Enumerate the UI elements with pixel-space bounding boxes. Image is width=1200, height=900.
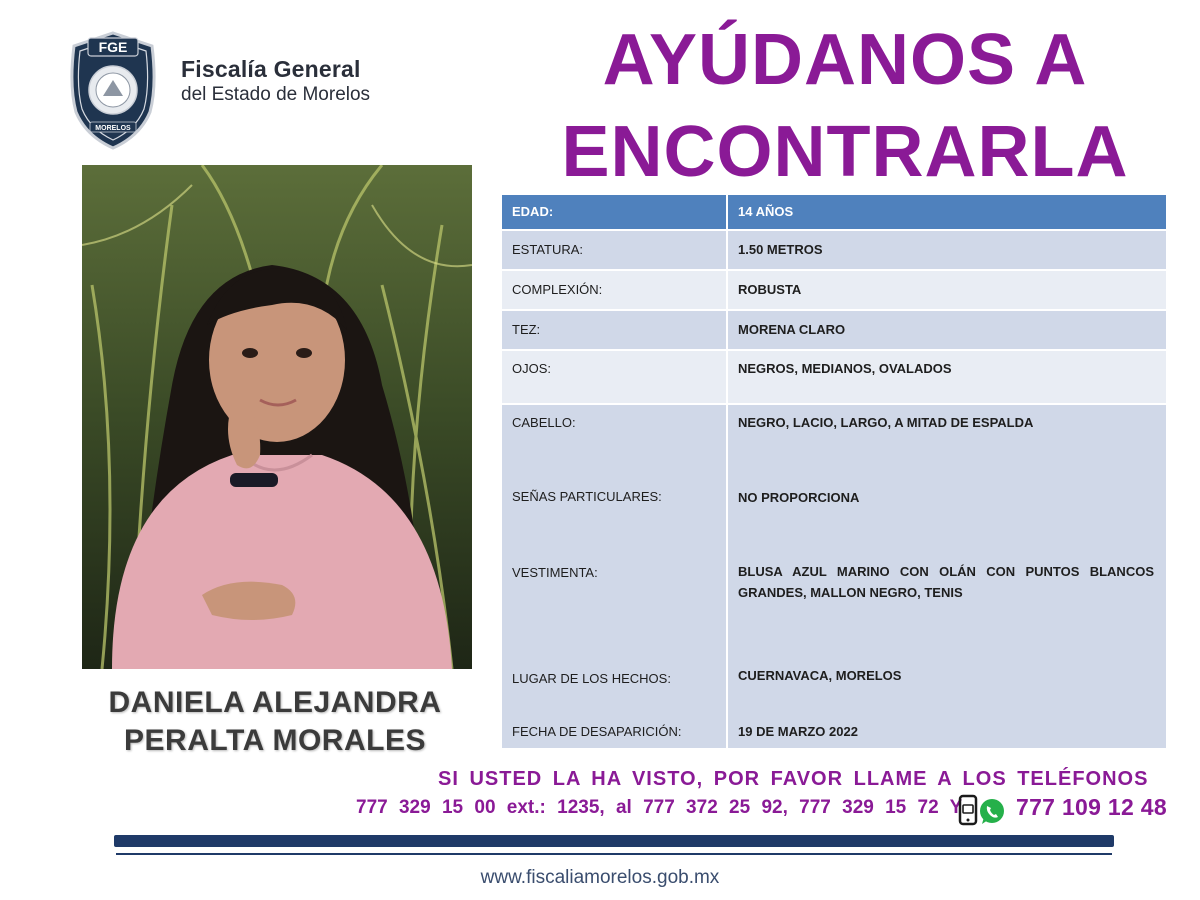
value-lugar: CUERNAVACA, MORELOS (738, 668, 902, 683)
badge-bottom-text: MORELOS (95, 125, 131, 132)
fge-badge-logo (66, 30, 160, 150)
person-name-line1: DANIELA ALEJANDRA (108, 686, 442, 719)
whatsapp-phone-number[interactable]: 777 109 12 48 (1016, 794, 1167, 820)
row-estatura (502, 231, 1166, 269)
value-cabello: NEGRO, LACIO, LARGO, A MITAD DE ESPALDA (738, 415, 1034, 430)
contact-icons (957, 794, 1007, 826)
value-estatura: 1.50 METROS (728, 231, 1166, 269)
value-senas: NO PROPORCIONA (738, 490, 860, 505)
row-complexion (502, 271, 1166, 309)
label-ojos: OJOS: (502, 351, 728, 403)
row-tez (502, 311, 1166, 349)
label-estatura: ESTATURA: (502, 231, 728, 269)
row-ojos (502, 351, 1166, 403)
contact-instructions: SI USTED LA HA VISTO, POR FAVOR LLAME A LOS TELÉFONOS (438, 768, 1149, 790)
label-vestimenta: VESTIMENTA: (512, 565, 598, 580)
footer-divider-thin (116, 853, 1112, 855)
label-complexion: COMPLEXIÓN: (502, 271, 728, 309)
label-senas: SEÑAS PARTICULARES: (512, 489, 662, 504)
value-fecha: 19 DE MARZO 2022 (738, 724, 858, 739)
org-subtitle: del Estado de Morelos (181, 84, 371, 105)
details-table (502, 195, 1166, 748)
whatsapp-icon (980, 799, 1004, 824)
contact-phone-numbers: 777 329 15 00 ext.: 1235, al 777 372 25 92, 777 329 15 72 Y (356, 797, 963, 818)
headline-line1: AYÚDANOS A (602, 20, 1088, 100)
headline-line2: ENCONTRARLA (561, 112, 1129, 192)
org-title: Fiscalía General (181, 56, 361, 82)
label-lugar: LUGAR DE LOS HECHOS: (512, 671, 671, 686)
row-group-detalles (502, 405, 1166, 748)
value-vestimenta: BLUSA AZUL MARINO CON OLÁN CON PUNTOS BLANCOS GRANDES, MALLON NEGRO, TENIS (738, 564, 1154, 600)
value-tez: MORENA CLARO (728, 311, 1166, 349)
label-edad: EDAD: (502, 195, 728, 229)
label-tez: TEZ: (502, 311, 728, 349)
person-name-line2: PERALTA MORALES (124, 724, 426, 757)
row-edad (502, 195, 1166, 229)
website-link[interactable]: www.fiscaliamorelos.gob.mx (480, 867, 720, 888)
label-fecha: FECHA DE DESAPARICIÓN: (512, 724, 682, 739)
badge-top-text: FGE (98, 39, 128, 55)
value-ojos: NEGROS, MEDIANOS, OVALADOS (728, 351, 1166, 403)
value-edad: 14 AÑOS (728, 195, 1166, 229)
footer-divider-thick (114, 835, 1114, 847)
missing-person-photo (82, 165, 472, 669)
value-complexion: ROBUSTA (728, 271, 1166, 309)
label-cabello: CABELLO: (512, 415, 576, 430)
mobile-phone-icon (960, 796, 976, 824)
